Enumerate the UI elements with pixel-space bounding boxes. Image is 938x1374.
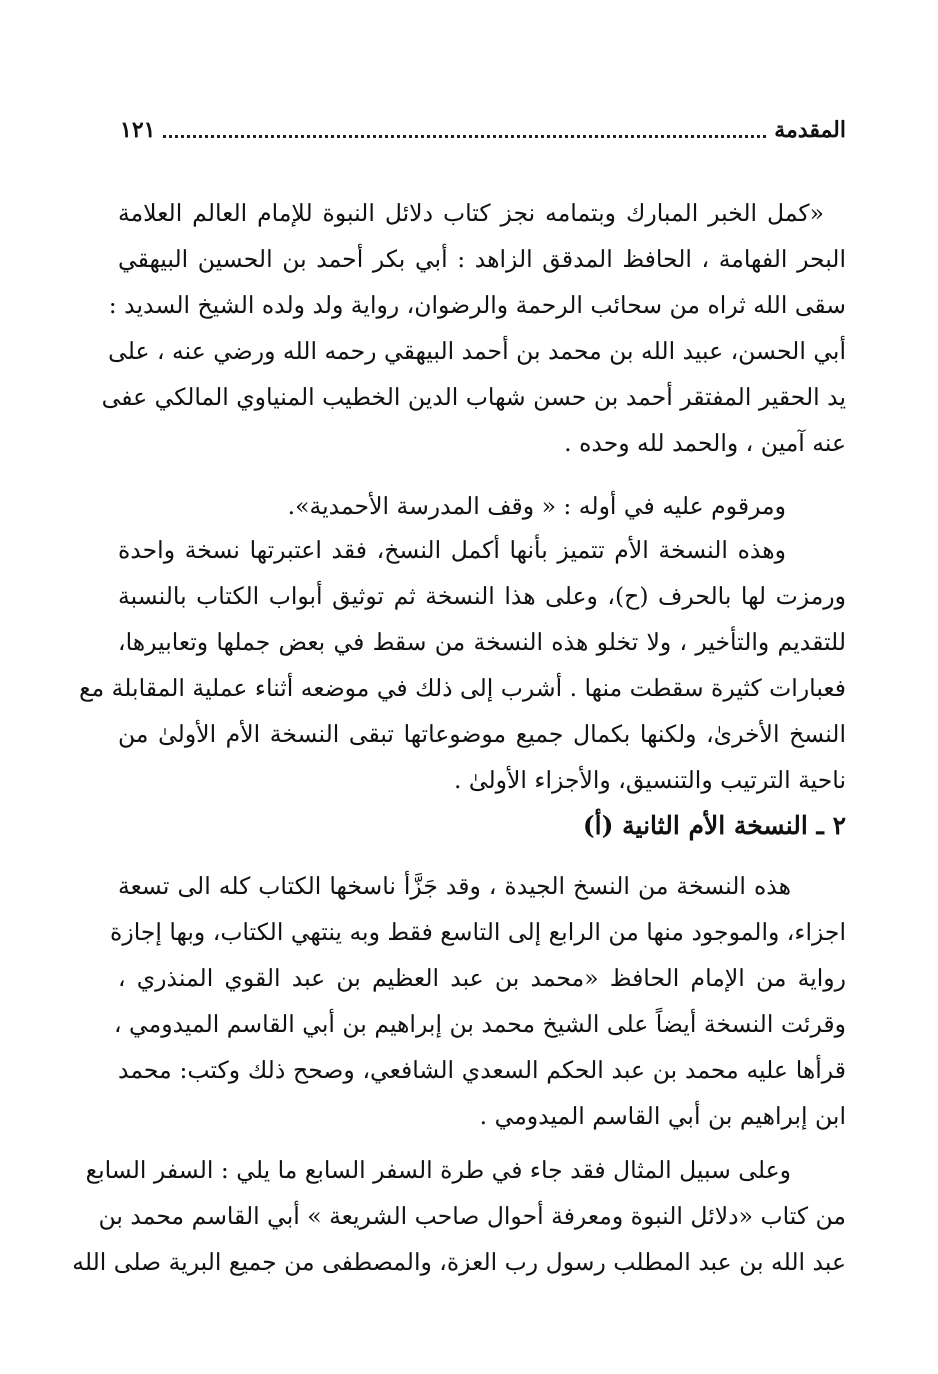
text-line: أبي الحسن، عبيد الله بن محمد بن أحمد البيهقي رحمه الله ورضي عنه ، على xyxy=(108,337,846,365)
paragraph-example xyxy=(72,1147,846,1285)
text-line: عنه آمين ، والحمد لله وحده . xyxy=(564,429,846,457)
running-header xyxy=(120,108,846,152)
text-line: اجزاء، والموجود منها من الرابع إلى التاسع فقط وبه ينتهي الكتاب، وبها إجازة xyxy=(110,918,846,946)
section-heading: ٢ ـ النسخة الأم الثانية (أ) xyxy=(582,811,846,840)
text-line: وهذه النسخة الأم تتميز بأنها أكمل النسخ، فقد اعتبرتها نسخة واحدة xyxy=(118,536,786,564)
text-line: رواية من الإمام الحافظ «محمد بن عبد العظيم بن عبد القوي المنذري ، xyxy=(118,964,846,992)
text-line: ورمزت لها بالحرف (ح)، وعلى هذا النسخة ثم توثيق أبواب الكتاب بالنسبة xyxy=(118,582,846,610)
paragraph-manuscript-description xyxy=(79,527,846,803)
text-line: يد الحقير المفتقر أحمد بن حسن شهاب الدين الخطيب المنياوي المالكي عفى xyxy=(101,383,846,411)
text-line: من كتاب «دلائل النبوة ومعرفة أحوال صاحب الشريعة » أبي القاسم محمد بن xyxy=(98,1202,846,1230)
page-number: ١٢١ xyxy=(120,117,156,143)
text-line: ناحية الترتيب والتنسيق، والأجزاء الأولىٰ . xyxy=(453,766,846,794)
text-line: هذه النسخة من النسخ الجيدة ، وقد جَزَّأ ناسخها الكتاب كله الى تسعة xyxy=(118,872,791,900)
header-dot-leader xyxy=(163,135,766,138)
paragraph-stamp-note xyxy=(118,483,846,529)
text-line: قرأها عليه محمد بن عبد الحكم السعدي الشافعي، وصحح ذلك وكتب: محمد xyxy=(118,1056,846,1084)
text-line: ومرقوم عليه في أوله : « وقف المدرسة الأحمدية». xyxy=(287,492,786,520)
text-line: للتقديم والتأخير ، ولا تخلو هذه النسخة من سقط في بعض جملها وتعابيرها، xyxy=(118,628,846,656)
text-line: عبد الله بن عبد المطلب رسول رب العزة، والمصطفى من جميع البرية صلى الله xyxy=(72,1248,846,1276)
chapter-title: المقدمة xyxy=(774,117,846,143)
text-line: «كمل الخبر المبارك وبتمامه نجز كتاب دلائل النبوة للإمام العالم العلامة xyxy=(118,199,824,227)
text-line: سقى الله ثراه من سحائب الرحمة والرضوان، رواية ولد ولده الشيخ السديد : xyxy=(108,291,846,319)
text-line: النسخ الأخرىٰ، ولكنها بكمال جميع موضوعاتها تبقى النسخة الأم الأولىٰ من xyxy=(118,720,846,748)
paragraph-colophon xyxy=(101,190,846,466)
text-line: فعبارات كثيرة سقطت منها . أشرب إلى ذلك في موضعه أثناء عملية المقابلة مع xyxy=(79,674,846,702)
text-line: وقرئت النسخة أيضاً على الشيخ محمد بن إبراهيم بن أبي القاسم الميدومي ، xyxy=(114,1010,846,1038)
text-line: البحر الفهامة ، الحافظ المدقق الزاهد : أبي بكر أحمد بن الحسين البيهقي xyxy=(118,245,846,273)
text-line: ابن إبراهيم بن أبي القاسم الميدومي . xyxy=(479,1102,846,1130)
text-line: وعلى سبيل المثال فقد جاء في طرة السفر السابع ما يلي : السفر السابع xyxy=(85,1156,791,1184)
paragraph-second-manuscript xyxy=(110,863,846,1139)
